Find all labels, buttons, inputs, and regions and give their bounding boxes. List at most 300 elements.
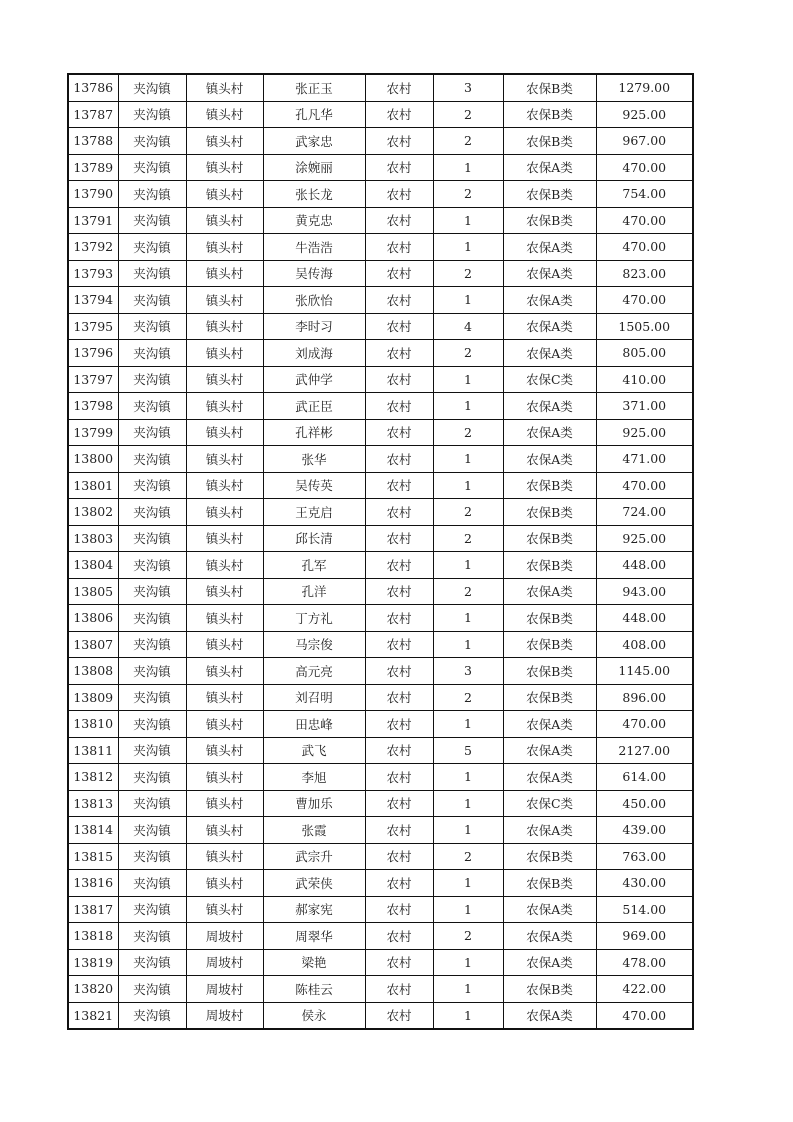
insurance-category-cell: 农保C类: [503, 790, 596, 817]
town-cell: 夹沟镇: [118, 1002, 186, 1029]
amount-cell: 614.00: [596, 764, 693, 791]
village-cell: 镇头村: [186, 234, 263, 261]
insurance-category-cell: 农保B类: [503, 658, 596, 685]
table-row: [68, 207, 693, 234]
row-number-cell: 13807: [68, 631, 118, 658]
row-number-cell: 13795: [68, 313, 118, 340]
member-count-cell: 2: [433, 499, 503, 526]
person-name-cell: 孔洋: [263, 578, 365, 605]
household-type-cell: 农村: [365, 605, 433, 632]
insurance-category-cell: 农保A类: [503, 949, 596, 976]
member-count-cell: 5: [433, 737, 503, 764]
row-number-cell: 13812: [68, 764, 118, 791]
insurance-category-cell: 农保B类: [503, 128, 596, 155]
person-name-cell: 侯永: [263, 1002, 365, 1029]
village-cell: 镇头村: [186, 843, 263, 870]
village-cell: 镇头村: [186, 790, 263, 817]
table-row: [68, 101, 693, 128]
table-row: [68, 181, 693, 208]
amount-cell: 896.00: [596, 684, 693, 711]
table-row: [68, 843, 693, 870]
amount-cell: 967.00: [596, 128, 693, 155]
household-type-cell: 农村: [365, 260, 433, 287]
household-type-cell: 农村: [365, 896, 433, 923]
member-count-cell: 1: [433, 711, 503, 738]
town-cell: 夹沟镇: [118, 101, 186, 128]
village-cell: 镇头村: [186, 631, 263, 658]
household-type-cell: 农村: [365, 472, 433, 499]
member-count-cell: 1: [433, 154, 503, 181]
village-cell: 镇头村: [186, 207, 263, 234]
town-cell: 夹沟镇: [118, 578, 186, 605]
member-count-cell: 1: [433, 552, 503, 579]
insurance-category-cell: 农保B类: [503, 870, 596, 897]
member-count-cell: 2: [433, 843, 503, 870]
member-count-cell: 2: [433, 525, 503, 552]
row-number-cell: 13786: [68, 74, 118, 101]
village-cell: 镇头村: [186, 446, 263, 473]
row-number-cell: 13804: [68, 552, 118, 579]
village-cell: 镇头村: [186, 605, 263, 632]
row-number-cell: 13810: [68, 711, 118, 738]
village-cell: 镇头村: [186, 870, 263, 897]
insurance-category-cell: 农保B类: [503, 181, 596, 208]
member-count-cell: 1: [433, 1002, 503, 1029]
table-row: [68, 419, 693, 446]
insurance-category-cell: 农保B类: [503, 499, 596, 526]
household-type-cell: 农村: [365, 525, 433, 552]
household-type-cell: 农村: [365, 817, 433, 844]
insurance-category-cell: 农保B类: [503, 684, 596, 711]
member-count-cell: 2: [433, 260, 503, 287]
insurance-category-cell: 农保B类: [503, 101, 596, 128]
table-row: [68, 313, 693, 340]
row-number-cell: 13814: [68, 817, 118, 844]
household-type-cell: 农村: [365, 1002, 433, 1029]
insurance-category-cell: 农保A类: [503, 340, 596, 367]
member-count-cell: 2: [433, 684, 503, 711]
household-type-cell: 农村: [365, 128, 433, 155]
insurance-category-cell: 农保B类: [503, 552, 596, 579]
row-number-cell: 13798: [68, 393, 118, 420]
amount-cell: 470.00: [596, 234, 693, 261]
table-row: [68, 499, 693, 526]
amount-cell: 448.00: [596, 552, 693, 579]
household-type-cell: 农村: [365, 737, 433, 764]
town-cell: 夹沟镇: [118, 446, 186, 473]
village-cell: 镇头村: [186, 340, 263, 367]
table-row: [68, 366, 693, 393]
village-cell: 镇头村: [186, 287, 263, 314]
person-name-cell: 田忠峰: [263, 711, 365, 738]
row-number-cell: 13800: [68, 446, 118, 473]
insurance-category-cell: 农保A类: [503, 737, 596, 764]
town-cell: 夹沟镇: [118, 949, 186, 976]
amount-cell: 925.00: [596, 525, 693, 552]
table-row: [68, 790, 693, 817]
table-row: [68, 525, 693, 552]
person-name-cell: 孔祥彬: [263, 419, 365, 446]
table-row: [68, 896, 693, 923]
member-count-cell: 1: [433, 605, 503, 632]
person-name-cell: 吴传海: [263, 260, 365, 287]
town-cell: 夹沟镇: [118, 923, 186, 950]
member-count-cell: 1: [433, 446, 503, 473]
table-row: [68, 578, 693, 605]
person-name-cell: 武仲学: [263, 366, 365, 393]
row-number-cell: 13790: [68, 181, 118, 208]
row-number-cell: 13818: [68, 923, 118, 950]
household-type-cell: 农村: [365, 419, 433, 446]
table-row: [68, 393, 693, 420]
insurance-category-cell: 农保B类: [503, 976, 596, 1003]
person-name-cell: 张华: [263, 446, 365, 473]
amount-cell: 805.00: [596, 340, 693, 367]
household-type-cell: 农村: [365, 658, 433, 685]
insurance-category-cell: 农保A类: [503, 764, 596, 791]
household-type-cell: 农村: [365, 74, 433, 101]
insurance-category-cell: 农保B类: [503, 525, 596, 552]
village-cell: 镇头村: [186, 101, 263, 128]
village-cell: 镇头村: [186, 366, 263, 393]
amount-cell: 470.00: [596, 207, 693, 234]
member-count-cell: 1: [433, 393, 503, 420]
person-name-cell: 陈桂云: [263, 976, 365, 1003]
row-number-cell: 13816: [68, 870, 118, 897]
person-name-cell: 孔凡华: [263, 101, 365, 128]
household-type-cell: 农村: [365, 631, 433, 658]
amount-cell: 410.00: [596, 366, 693, 393]
town-cell: 夹沟镇: [118, 313, 186, 340]
table-row: [68, 128, 693, 155]
member-count-cell: 1: [433, 764, 503, 791]
member-count-cell: 2: [433, 101, 503, 128]
table-row: [68, 737, 693, 764]
person-name-cell: 曹加乐: [263, 790, 365, 817]
person-name-cell: 武正臣: [263, 393, 365, 420]
person-name-cell: 武家忠: [263, 128, 365, 155]
amount-cell: 724.00: [596, 499, 693, 526]
town-cell: 夹沟镇: [118, 207, 186, 234]
amount-cell: 470.00: [596, 711, 693, 738]
town-cell: 夹沟镇: [118, 711, 186, 738]
town-cell: 夹沟镇: [118, 366, 186, 393]
town-cell: 夹沟镇: [118, 499, 186, 526]
member-count-cell: 2: [433, 181, 503, 208]
amount-cell: 448.00: [596, 605, 693, 632]
table-row: [68, 658, 693, 685]
village-cell: 镇头村: [186, 896, 263, 923]
village-cell: 镇头村: [186, 499, 263, 526]
household-type-cell: 农村: [365, 234, 433, 261]
village-cell: 镇头村: [186, 525, 263, 552]
town-cell: 夹沟镇: [118, 684, 186, 711]
household-type-cell: 农村: [365, 101, 433, 128]
records-table: [67, 73, 694, 1030]
household-type-cell: 农村: [365, 790, 433, 817]
row-number-cell: 13803: [68, 525, 118, 552]
town-cell: 夹沟镇: [118, 74, 186, 101]
town-cell: 夹沟镇: [118, 419, 186, 446]
person-name-cell: 牛浩浩: [263, 234, 365, 261]
row-number-cell: 13808: [68, 658, 118, 685]
insurance-category-cell: 农保B类: [503, 631, 596, 658]
person-name-cell: 王克启: [263, 499, 365, 526]
household-type-cell: 农村: [365, 366, 433, 393]
member-count-cell: 3: [433, 658, 503, 685]
town-cell: 夹沟镇: [118, 764, 186, 791]
household-type-cell: 农村: [365, 949, 433, 976]
household-type-cell: 农村: [365, 499, 433, 526]
table-row: [68, 976, 693, 1003]
table-row: [68, 949, 693, 976]
village-cell: 镇头村: [186, 128, 263, 155]
member-count-cell: 1: [433, 790, 503, 817]
insurance-category-cell: 农保A类: [503, 578, 596, 605]
insurance-category-cell: 农保A类: [503, 1002, 596, 1029]
household-type-cell: 农村: [365, 154, 433, 181]
member-count-cell: 1: [433, 976, 503, 1003]
person-name-cell: 李旭: [263, 764, 365, 791]
amount-cell: 514.00: [596, 896, 693, 923]
amount-cell: 925.00: [596, 101, 693, 128]
row-number-cell: 13789: [68, 154, 118, 181]
person-name-cell: 刘召明: [263, 684, 365, 711]
amount-cell: 2127.00: [596, 737, 693, 764]
household-type-cell: 农村: [365, 207, 433, 234]
person-name-cell: 孔军: [263, 552, 365, 579]
insurance-category-cell: 农保B类: [503, 605, 596, 632]
row-number-cell: 13817: [68, 896, 118, 923]
town-cell: 夹沟镇: [118, 393, 186, 420]
amount-cell: 823.00: [596, 260, 693, 287]
village-cell: 镇头村: [186, 578, 263, 605]
town-cell: 夹沟镇: [118, 658, 186, 685]
row-number-cell: 13793: [68, 260, 118, 287]
insurance-category-cell: 农保B类: [503, 74, 596, 101]
row-number-cell: 13815: [68, 843, 118, 870]
member-count-cell: 1: [433, 631, 503, 658]
village-cell: 镇头村: [186, 393, 263, 420]
household-type-cell: 农村: [365, 313, 433, 340]
insurance-category-cell: 农保A类: [503, 923, 596, 950]
table-body: [68, 74, 693, 1029]
table-row: [68, 287, 693, 314]
member-count-cell: 2: [433, 128, 503, 155]
person-name-cell: 张长龙: [263, 181, 365, 208]
row-number-cell: 13792: [68, 234, 118, 261]
household-type-cell: 农村: [365, 843, 433, 870]
town-cell: 夹沟镇: [118, 870, 186, 897]
village-cell: 镇头村: [186, 737, 263, 764]
table-row: [68, 446, 693, 473]
village-cell: 镇头村: [186, 711, 263, 738]
member-count-cell: 1: [433, 870, 503, 897]
household-type-cell: 农村: [365, 340, 433, 367]
amount-cell: 969.00: [596, 923, 693, 950]
town-cell: 夹沟镇: [118, 260, 186, 287]
insurance-category-cell: 农保A类: [503, 154, 596, 181]
table-row: [68, 340, 693, 367]
member-count-cell: 2: [433, 340, 503, 367]
town-cell: 夹沟镇: [118, 817, 186, 844]
village-cell: 镇头村: [186, 658, 263, 685]
member-count-cell: 1: [433, 234, 503, 261]
amount-cell: 470.00: [596, 472, 693, 499]
household-type-cell: 农村: [365, 287, 433, 314]
village-cell: 周坡村: [186, 923, 263, 950]
person-name-cell: 黄克忠: [263, 207, 365, 234]
town-cell: 夹沟镇: [118, 472, 186, 499]
row-number-cell: 13796: [68, 340, 118, 367]
person-name-cell: 李时习: [263, 313, 365, 340]
person-name-cell: 张欣怡: [263, 287, 365, 314]
insurance-category-cell: 农保B类: [503, 207, 596, 234]
row-number-cell: 13801: [68, 472, 118, 499]
table-row: [68, 764, 693, 791]
insurance-category-cell: 农保A类: [503, 817, 596, 844]
member-count-cell: 2: [433, 578, 503, 605]
amount-cell: 925.00: [596, 419, 693, 446]
table-row: [68, 260, 693, 287]
person-name-cell: 武飞: [263, 737, 365, 764]
insurance-category-cell: 农保A类: [503, 896, 596, 923]
row-number-cell: 13805: [68, 578, 118, 605]
person-name-cell: 武宗升: [263, 843, 365, 870]
village-cell: 周坡村: [186, 976, 263, 1003]
town-cell: 夹沟镇: [118, 737, 186, 764]
village-cell: 镇头村: [186, 552, 263, 579]
row-number-cell: 13794: [68, 287, 118, 314]
insurance-category-cell: 农保B类: [503, 843, 596, 870]
table-row: [68, 234, 693, 261]
town-cell: 夹沟镇: [118, 287, 186, 314]
member-count-cell: 1: [433, 207, 503, 234]
amount-cell: 471.00: [596, 446, 693, 473]
amount-cell: 422.00: [596, 976, 693, 1003]
household-type-cell: 农村: [365, 764, 433, 791]
table-row: [68, 711, 693, 738]
amount-cell: 1279.00: [596, 74, 693, 101]
row-number-cell: 13809: [68, 684, 118, 711]
row-number-cell: 13813: [68, 790, 118, 817]
person-name-cell: 张霞: [263, 817, 365, 844]
person-name-cell: 高元亮: [263, 658, 365, 685]
village-cell: 周坡村: [186, 949, 263, 976]
household-type-cell: 农村: [365, 552, 433, 579]
town-cell: 夹沟镇: [118, 976, 186, 1003]
person-name-cell: 张正玉: [263, 74, 365, 101]
amount-cell: 1505.00: [596, 313, 693, 340]
insurance-category-cell: 农保C类: [503, 366, 596, 393]
member-count-cell: 1: [433, 472, 503, 499]
table-row: [68, 605, 693, 632]
amount-cell: 430.00: [596, 870, 693, 897]
person-name-cell: 武荣侠: [263, 870, 365, 897]
town-cell: 夹沟镇: [118, 790, 186, 817]
household-type-cell: 农村: [365, 181, 433, 208]
table-row: [68, 684, 693, 711]
town-cell: 夹沟镇: [118, 340, 186, 367]
table-row: [68, 472, 693, 499]
village-cell: 镇头村: [186, 764, 263, 791]
person-name-cell: 涂婉丽: [263, 154, 365, 181]
town-cell: 夹沟镇: [118, 896, 186, 923]
member-count-cell: 2: [433, 923, 503, 950]
household-type-cell: 农村: [365, 976, 433, 1003]
town-cell: 夹沟镇: [118, 605, 186, 632]
household-type-cell: 农村: [365, 446, 433, 473]
amount-cell: 478.00: [596, 949, 693, 976]
table-row: [68, 154, 693, 181]
row-number-cell: 13802: [68, 499, 118, 526]
row-number-cell: 13820: [68, 976, 118, 1003]
amount-cell: 408.00: [596, 631, 693, 658]
amount-cell: 470.00: [596, 154, 693, 181]
town-cell: 夹沟镇: [118, 525, 186, 552]
person-name-cell: 吴传英: [263, 472, 365, 499]
member-count-cell: 1: [433, 896, 503, 923]
household-type-cell: 农村: [365, 923, 433, 950]
person-name-cell: 邱长清: [263, 525, 365, 552]
table-row: [68, 74, 693, 101]
amount-cell: 450.00: [596, 790, 693, 817]
household-type-cell: 农村: [365, 393, 433, 420]
town-cell: 夹沟镇: [118, 631, 186, 658]
insurance-category-cell: 农保A类: [503, 287, 596, 314]
insurance-category-cell: 农保A类: [503, 419, 596, 446]
insurance-category-cell: 农保A类: [503, 260, 596, 287]
member-count-cell: 2: [433, 419, 503, 446]
member-count-cell: 1: [433, 287, 503, 314]
town-cell: 夹沟镇: [118, 552, 186, 579]
amount-cell: 754.00: [596, 181, 693, 208]
insurance-category-cell: 农保A类: [503, 446, 596, 473]
table-row: [68, 817, 693, 844]
town-cell: 夹沟镇: [118, 843, 186, 870]
household-type-cell: 农村: [365, 711, 433, 738]
amount-cell: 439.00: [596, 817, 693, 844]
village-cell: 镇头村: [186, 472, 263, 499]
table-row: [68, 923, 693, 950]
member-count-cell: 4: [433, 313, 503, 340]
row-number-cell: 13819: [68, 949, 118, 976]
insurance-category-cell: 农保A类: [503, 313, 596, 340]
insurance-category-cell: 农保A类: [503, 711, 596, 738]
person-name-cell: 周翠华: [263, 923, 365, 950]
table-row: [68, 631, 693, 658]
household-type-cell: 农村: [365, 870, 433, 897]
member-count-cell: 3: [433, 74, 503, 101]
row-number-cell: 13799: [68, 419, 118, 446]
amount-cell: 470.00: [596, 1002, 693, 1029]
table-row: [68, 870, 693, 897]
table-row: [68, 552, 693, 579]
row-number-cell: 13787: [68, 101, 118, 128]
amount-cell: 763.00: [596, 843, 693, 870]
row-number-cell: 13791: [68, 207, 118, 234]
row-number-cell: 13788: [68, 128, 118, 155]
table-row: [68, 1002, 693, 1029]
insurance-category-cell: 农保B类: [503, 472, 596, 499]
village-cell: 镇头村: [186, 74, 263, 101]
row-number-cell: 13797: [68, 366, 118, 393]
amount-cell: 1145.00: [596, 658, 693, 685]
person-name-cell: 刘成海: [263, 340, 365, 367]
amount-cell: 943.00: [596, 578, 693, 605]
amount-cell: 470.00: [596, 287, 693, 314]
village-cell: 镇头村: [186, 154, 263, 181]
